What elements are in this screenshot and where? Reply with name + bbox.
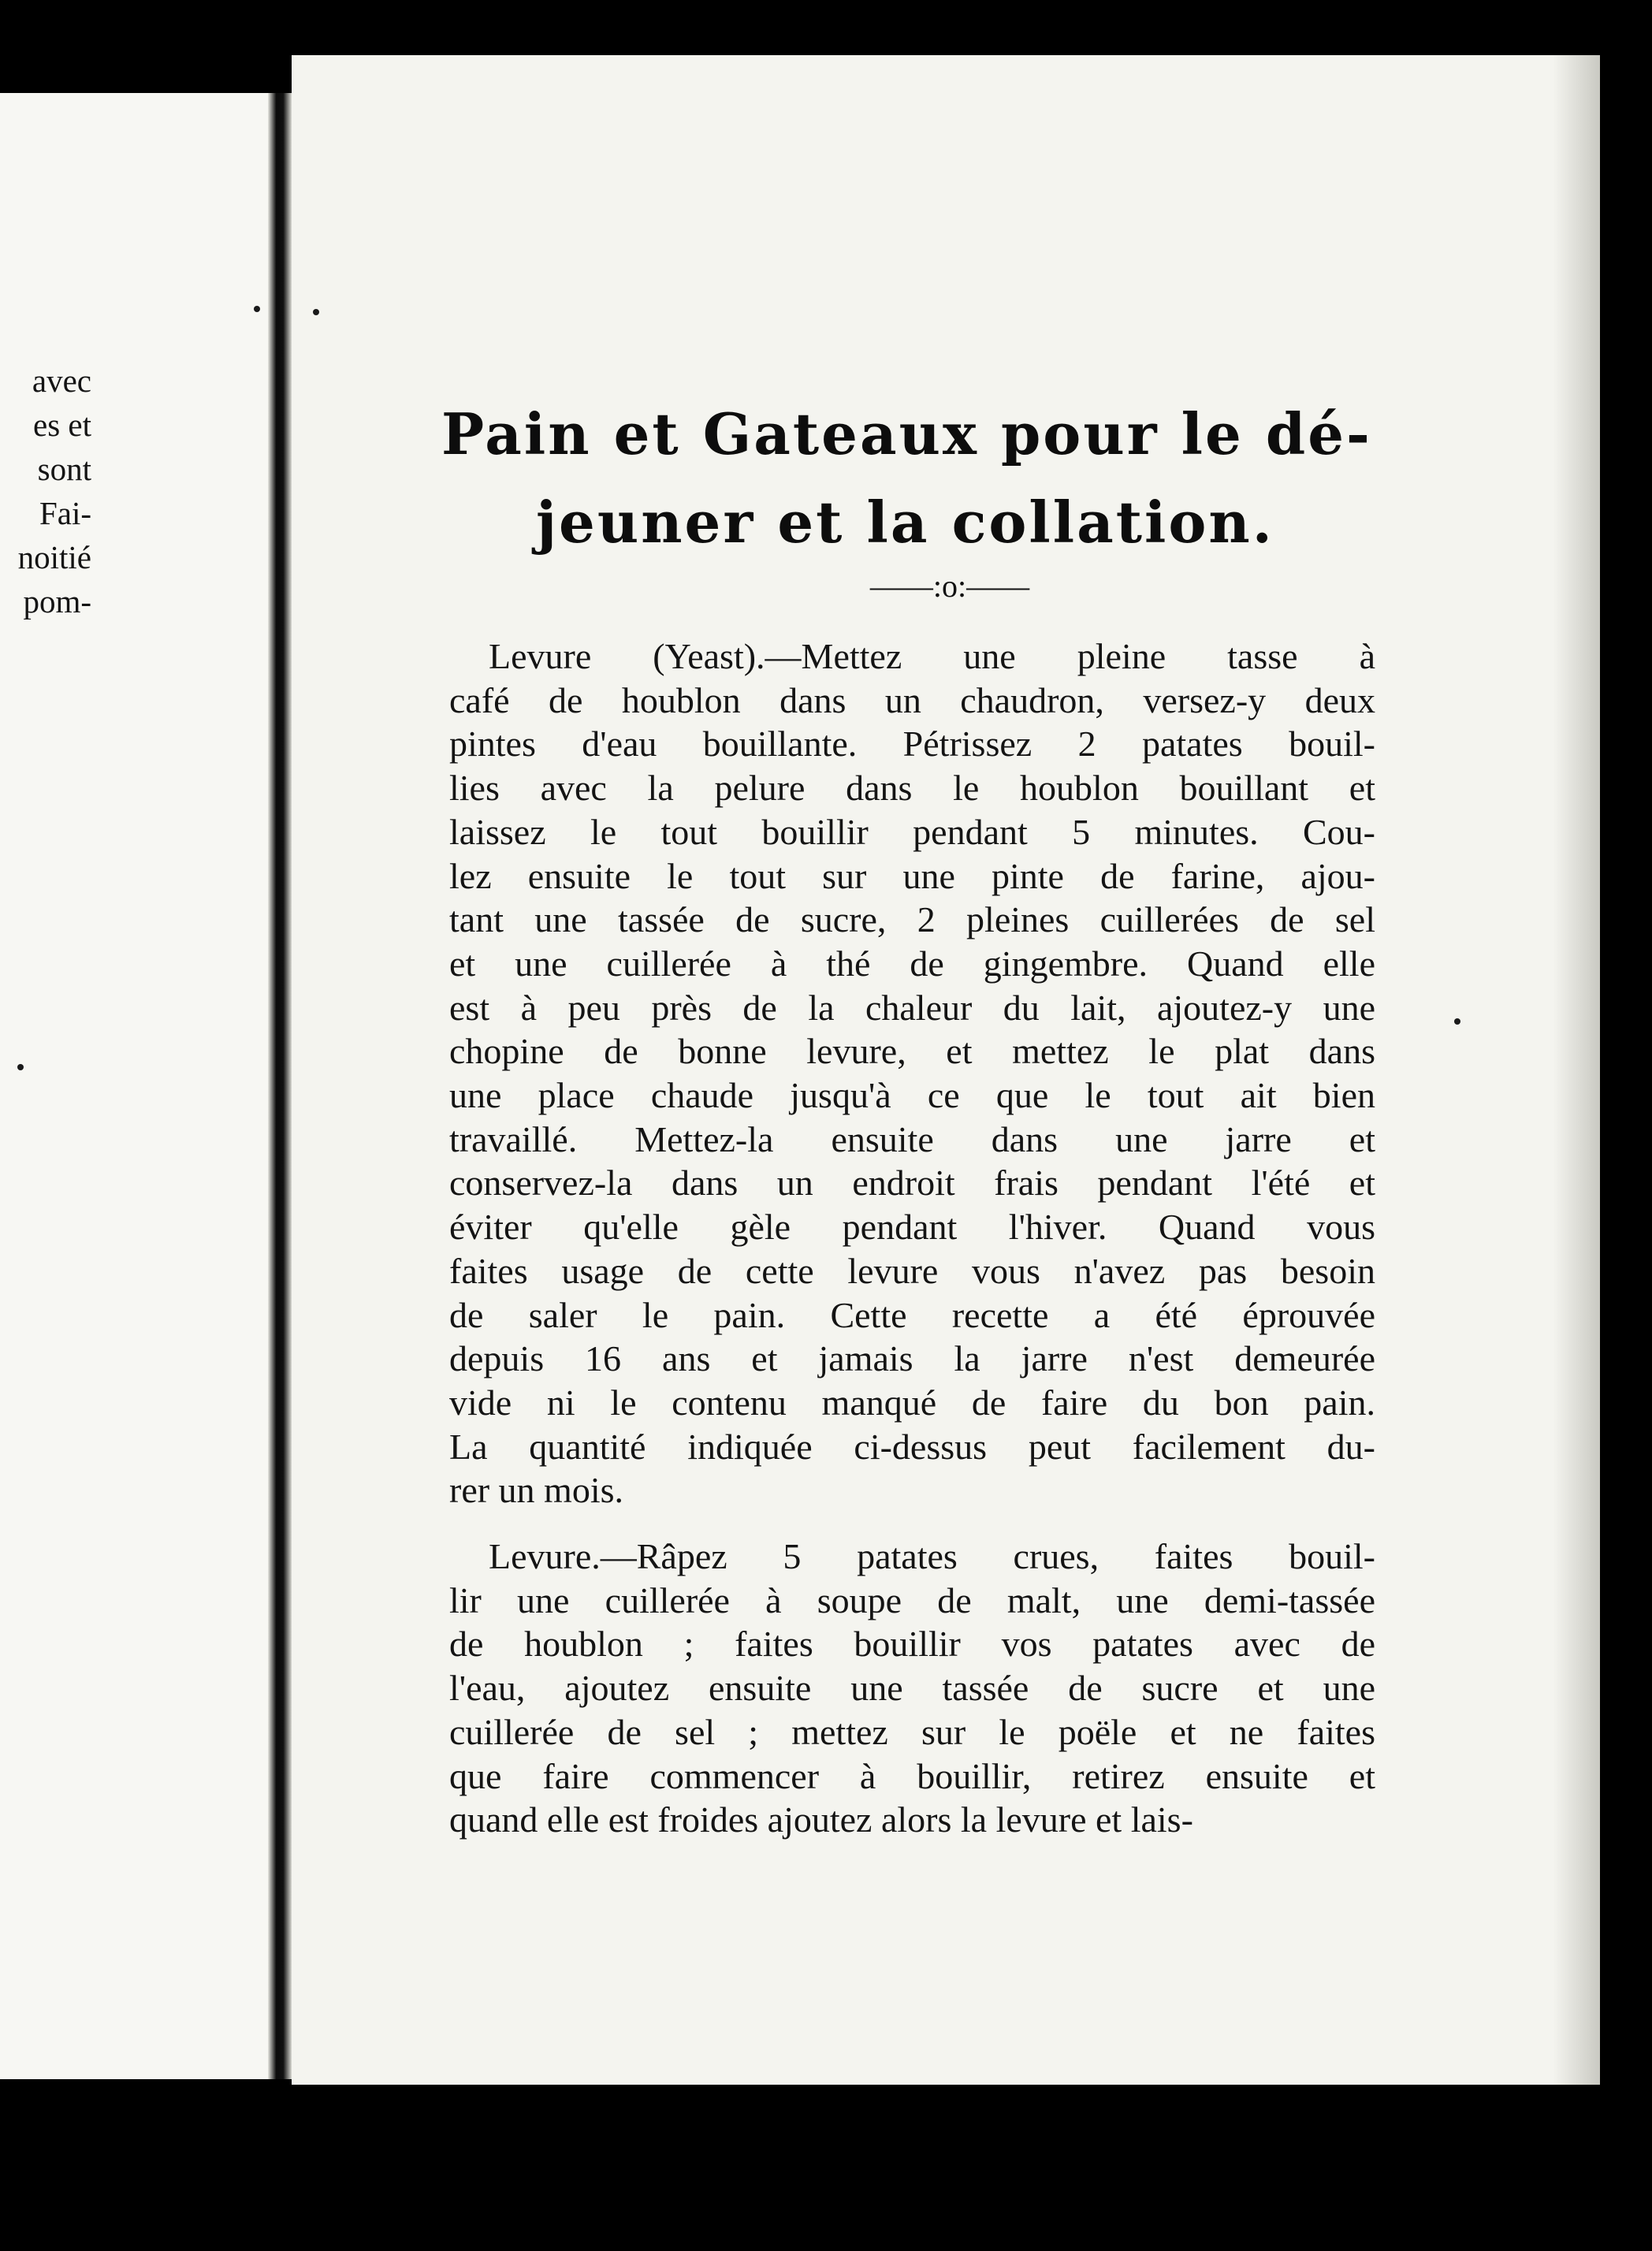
text-line: une place chaude jusqu'à ce que le tout ait bien: [449, 1075, 1375, 1116]
text-line: tant une tassée de sucre, 2 pleines cuillerées de sel: [449, 899, 1375, 940]
speck: [1454, 1018, 1460, 1025]
title-line-1: Pain et Gateaux pour le dé-: [441, 400, 1372, 467]
text-line: rer un mois.: [449, 1470, 624, 1511]
recipe-body: [449, 634, 1375, 1842]
text-line: laissez le tout bouillir pendant 5 minutes. Cou-: [449, 811, 1375, 852]
text-line: de houblon ; faites bouillir vos patates avec de: [449, 1624, 1375, 1665]
recipe-paragraph-levure-yeast: [449, 634, 1375, 1512]
text-line: café de houblon dans un chaudron, versez-y deux: [449, 679, 1375, 720]
page-title: [441, 390, 1387, 567]
text-line: faites usage de cette levure vous n'avez pas besoin: [449, 1250, 1375, 1291]
fragment-line: es et: [33, 407, 91, 443]
text-line: lir une cuillerée à soupe de malt, une demi-tassée: [449, 1579, 1375, 1620]
text-line: cuillerée de sel ; mettez sur le poële et ne faites: [449, 1711, 1375, 1752]
text-line: de saler le pain. Cette recette a été éprouvée: [449, 1294, 1375, 1335]
section-separator: ——:o:——: [869, 568, 1030, 604]
fragment-line: avec: [32, 363, 91, 399]
text-line: est à peu près de la chaleur du lait, ajoutez-y une: [449, 987, 1375, 1028]
text-line: Levure (Yeast).—Mettez une pleine tasse à: [489, 636, 1375, 676]
text-line: conservez-la dans un endroit frais pendant l'été et: [449, 1163, 1375, 1204]
text-line: éviter qu'elle gèle pendant l'hiver. Quand vous: [449, 1207, 1375, 1248]
speck: [254, 306, 260, 312]
scan-border: [1600, 0, 1652, 2251]
text-line: chopine de bonne levure, et mettez le plat dans: [449, 1031, 1375, 1072]
text-line: Levure.—Râpez 5 patates crues, faites bouil-: [489, 1536, 1375, 1577]
fragment-line: Fai-: [39, 495, 91, 531]
text-line: quand elle est froides ajoutez alors la levure et lais-: [449, 1799, 1193, 1840]
recipe-paragraph-levure: [449, 1535, 1375, 1842]
text-line: pintes d'eau bouillante. Pétrissez 2 patates bouil-: [449, 724, 1375, 765]
text-line: lez ensuite le tout sur une pinte de farine, ajou-: [449, 855, 1375, 896]
text-line: La quantité indiquée ci-dessus peut facilement du-: [449, 1426, 1375, 1467]
text-line: et une cuillerée à thé de gingembre. Quand elle: [449, 943, 1375, 984]
text-line: lies avec la pelure dans le houblon bouillant et: [449, 768, 1375, 809]
text-line: travaillé. Mettez-la ensuite dans une jarre et: [449, 1118, 1375, 1159]
text-line: vide ni le contenu manqué de faire du bon pain.: [449, 1382, 1375, 1423]
left-page-fragments: [0, 359, 91, 623]
title-line-2: jeuner et la collation.: [536, 489, 1274, 556]
text-line: l'eau, ajoutez ensuite une tassée de sucre et une: [449, 1668, 1375, 1709]
text-line: que faire commencer à bouillir, retirez ensuite et: [449, 1755, 1375, 1796]
text-line: depuis 16 ans et jamais la jarre n'est demeurée: [449, 1338, 1375, 1379]
speck: [313, 309, 319, 315]
fragment-line: pom-: [23, 583, 91, 619]
speck: [17, 1064, 24, 1070]
fragment-line: sont: [37, 451, 91, 487]
book-spine: [268, 93, 292, 2079]
fragment-line: noitié: [17, 539, 91, 575]
